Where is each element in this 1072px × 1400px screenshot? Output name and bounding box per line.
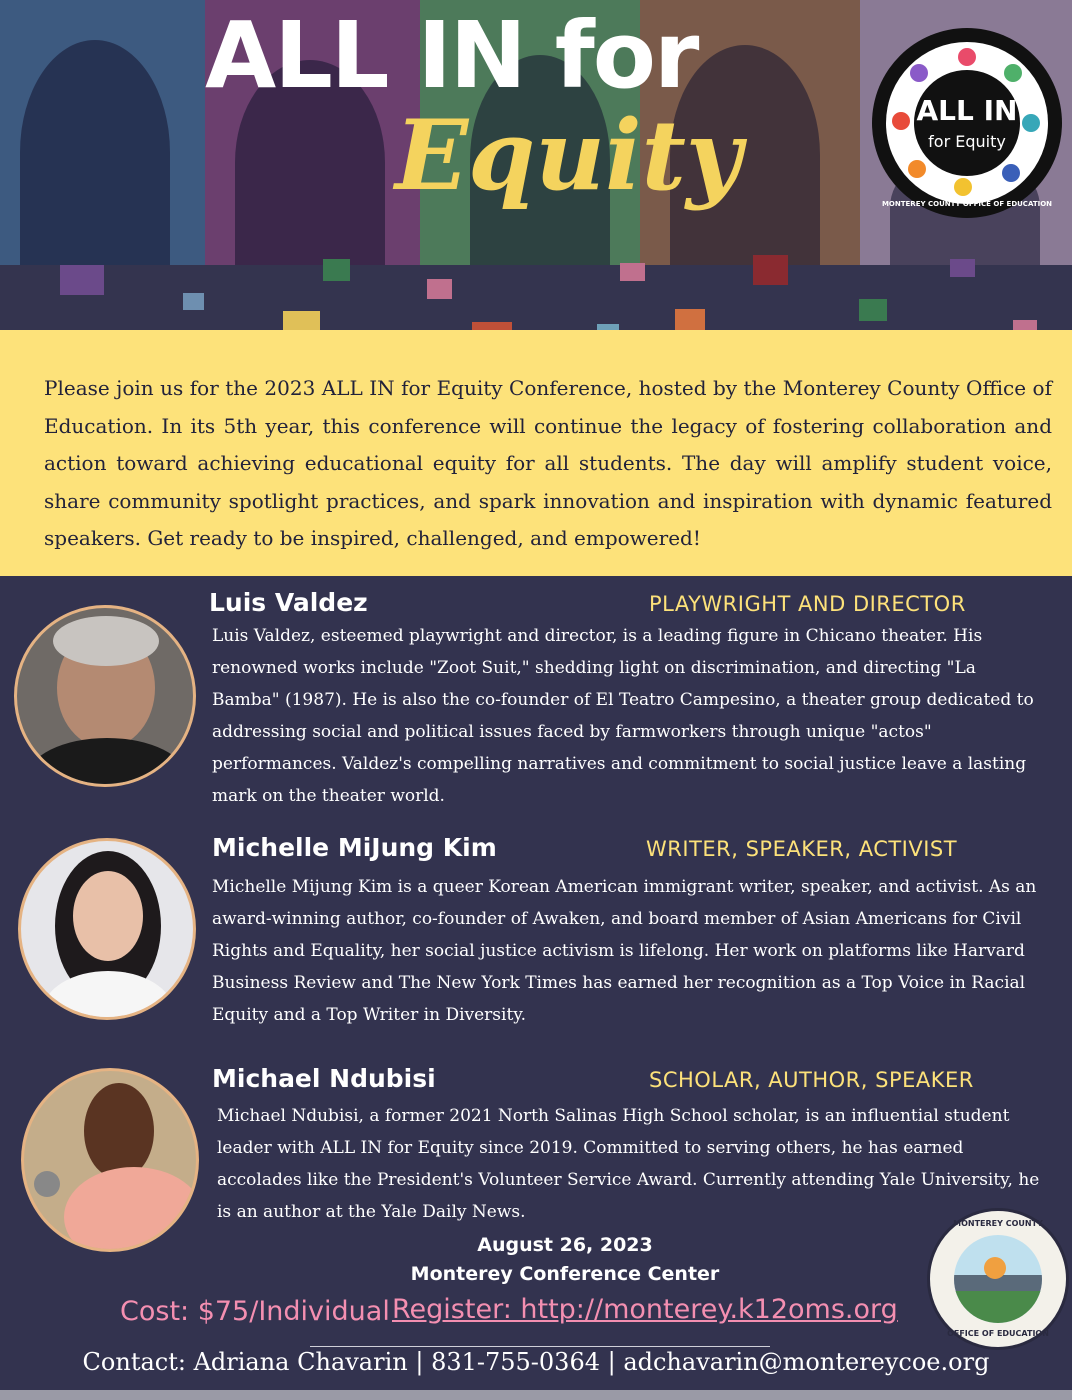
speaker-name: Luis Valdez bbox=[209, 588, 368, 617]
speaker-bio: Michelle Mijung Kim is a queer Korean American immigrant writer, speaker, and activist. As an award-winning author, co-founder of Awaken, and board member of Asian Americans for Civil Rights and Equality, her social justice activism is lifelong. Her work on platforms like Harvard Business Review and The New York Times has earned her recognition as a Top Voice in Racial Equity and a Top Writer in Diversity. bbox=[212, 877, 1037, 1025]
confetti-square bbox=[183, 293, 204, 310]
intro-text: Please join us for the 2023 ALL IN for Equity Conference, hosted by the Monterey County Office of Education. In its 5th year, this conference will continue the legacy of fostering collaboration and action toward achieving educational equity for all students. The day will amplify student voice, share community spotlight practices, and spark innovation and inspiration with dynamic featured speakers. Get ready to be inspired, challenged, and empowered! bbox=[44, 376, 1052, 550]
seal-sun bbox=[984, 1257, 1006, 1279]
speaker-role: PLAYWRIGHT AND DIRECTOR bbox=[649, 592, 966, 616]
logo-figure bbox=[1004, 64, 1022, 82]
header-banner bbox=[0, 0, 1072, 330]
confetti-square bbox=[60, 265, 104, 295]
speaker-photo-michelle-kim bbox=[18, 838, 196, 1020]
confetti-square bbox=[753, 255, 788, 285]
microphone-icon bbox=[34, 1171, 60, 1197]
title-line-2: Equity bbox=[395, 99, 742, 212]
title-line-1: ALL IN for bbox=[205, 2, 698, 109]
logo-figure bbox=[908, 160, 926, 178]
speaker-bio: Luis Valdez, esteemed playwright and director, is a leading figure in Chicano theater. His renowned works include "Zoot Suit," shedding light on discrimination, and directing "La Bamba" (1987). He is also the co-founder of El Teatro Campesino, a theater group dedicated to addressing social and political issues faced by farmworkers through unique "actos" performances. Valdez's compelling narratives and commitment to social justice leave a lasting mark on the theater world. bbox=[212, 626, 1034, 806]
speaker-photo-michael-ndubisi bbox=[21, 1068, 199, 1252]
confetti-square bbox=[323, 259, 350, 281]
logo-figure bbox=[958, 48, 976, 66]
all-in-logo bbox=[872, 28, 1062, 218]
logo-main-text: ALL IN bbox=[916, 94, 1018, 127]
county-seal bbox=[927, 1208, 1069, 1350]
confetti-square bbox=[427, 279, 452, 299]
speaker-name: Michael Ndubisi bbox=[212, 1064, 436, 1093]
contact-line: Contact: Adriana Chavarin | 831-755-0364 | adchavarin@montereycoe.org bbox=[82, 1348, 990, 1376]
speaker-hair bbox=[53, 616, 159, 666]
speaker-shirt bbox=[27, 738, 187, 787]
speaker-photo-luis-valdez bbox=[14, 605, 196, 787]
logo-figure bbox=[910, 64, 928, 82]
seal-fields bbox=[954, 1291, 1042, 1323]
logo-ring-text: MONTEREY COUNTY OFFICE OF EDUCATION bbox=[881, 200, 1053, 208]
speaker-name: Michelle MiJung Kim bbox=[212, 833, 497, 862]
cost-text: Cost: $75/Individual bbox=[120, 1296, 390, 1327]
seal-bottom-text: OFFICE OF EDUCATION bbox=[947, 1329, 1049, 1338]
confetti-square bbox=[859, 299, 887, 321]
seal-top-text: MONTEREY COUNTY bbox=[953, 1219, 1043, 1228]
silhouette bbox=[20, 40, 170, 265]
confetti-square bbox=[283, 311, 320, 330]
logo-sub-text: for Equity bbox=[928, 132, 1006, 151]
confetti-square bbox=[620, 263, 645, 281]
speaker-bio: Michael Ndubisi, a former 2021 North Salinas High School scholar, is an influential student leader with ALL IN for Equity since 2019. Committed to serving others, he has earned accolades like the President's Volunteer Service Award. Currently attending Yale University, he is an author at the Yale Daily News. bbox=[217, 1106, 1040, 1222]
register-link[interactable]: Register: http://monterey.k12oms.org bbox=[392, 1294, 898, 1325]
event-date: August 26, 2023 bbox=[477, 1234, 653, 1256]
confetti-square bbox=[1013, 320, 1037, 330]
divider bbox=[310, 1346, 770, 1347]
event-venue: Monterey Conference Center bbox=[410, 1263, 720, 1285]
speaker-role: WRITER, SPEAKER, ACTIVIST bbox=[646, 837, 958, 861]
logo-figure bbox=[954, 178, 972, 196]
confetti-square bbox=[472, 322, 512, 330]
logo-figure bbox=[1002, 164, 1020, 182]
confetti-square bbox=[675, 309, 705, 330]
speaker-shirt bbox=[43, 971, 173, 1020]
speaker-role: SCHOLAR, AUTHOR, SPEAKER bbox=[649, 1068, 974, 1092]
speaker-face bbox=[73, 871, 143, 961]
bottom-strip bbox=[0, 1390, 1072, 1400]
seal-landscape bbox=[954, 1235, 1042, 1323]
speaker-face bbox=[84, 1083, 154, 1179]
speaker-shirt bbox=[64, 1167, 199, 1252]
intro-section bbox=[0, 330, 1072, 576]
confetti-square bbox=[950, 259, 975, 277]
